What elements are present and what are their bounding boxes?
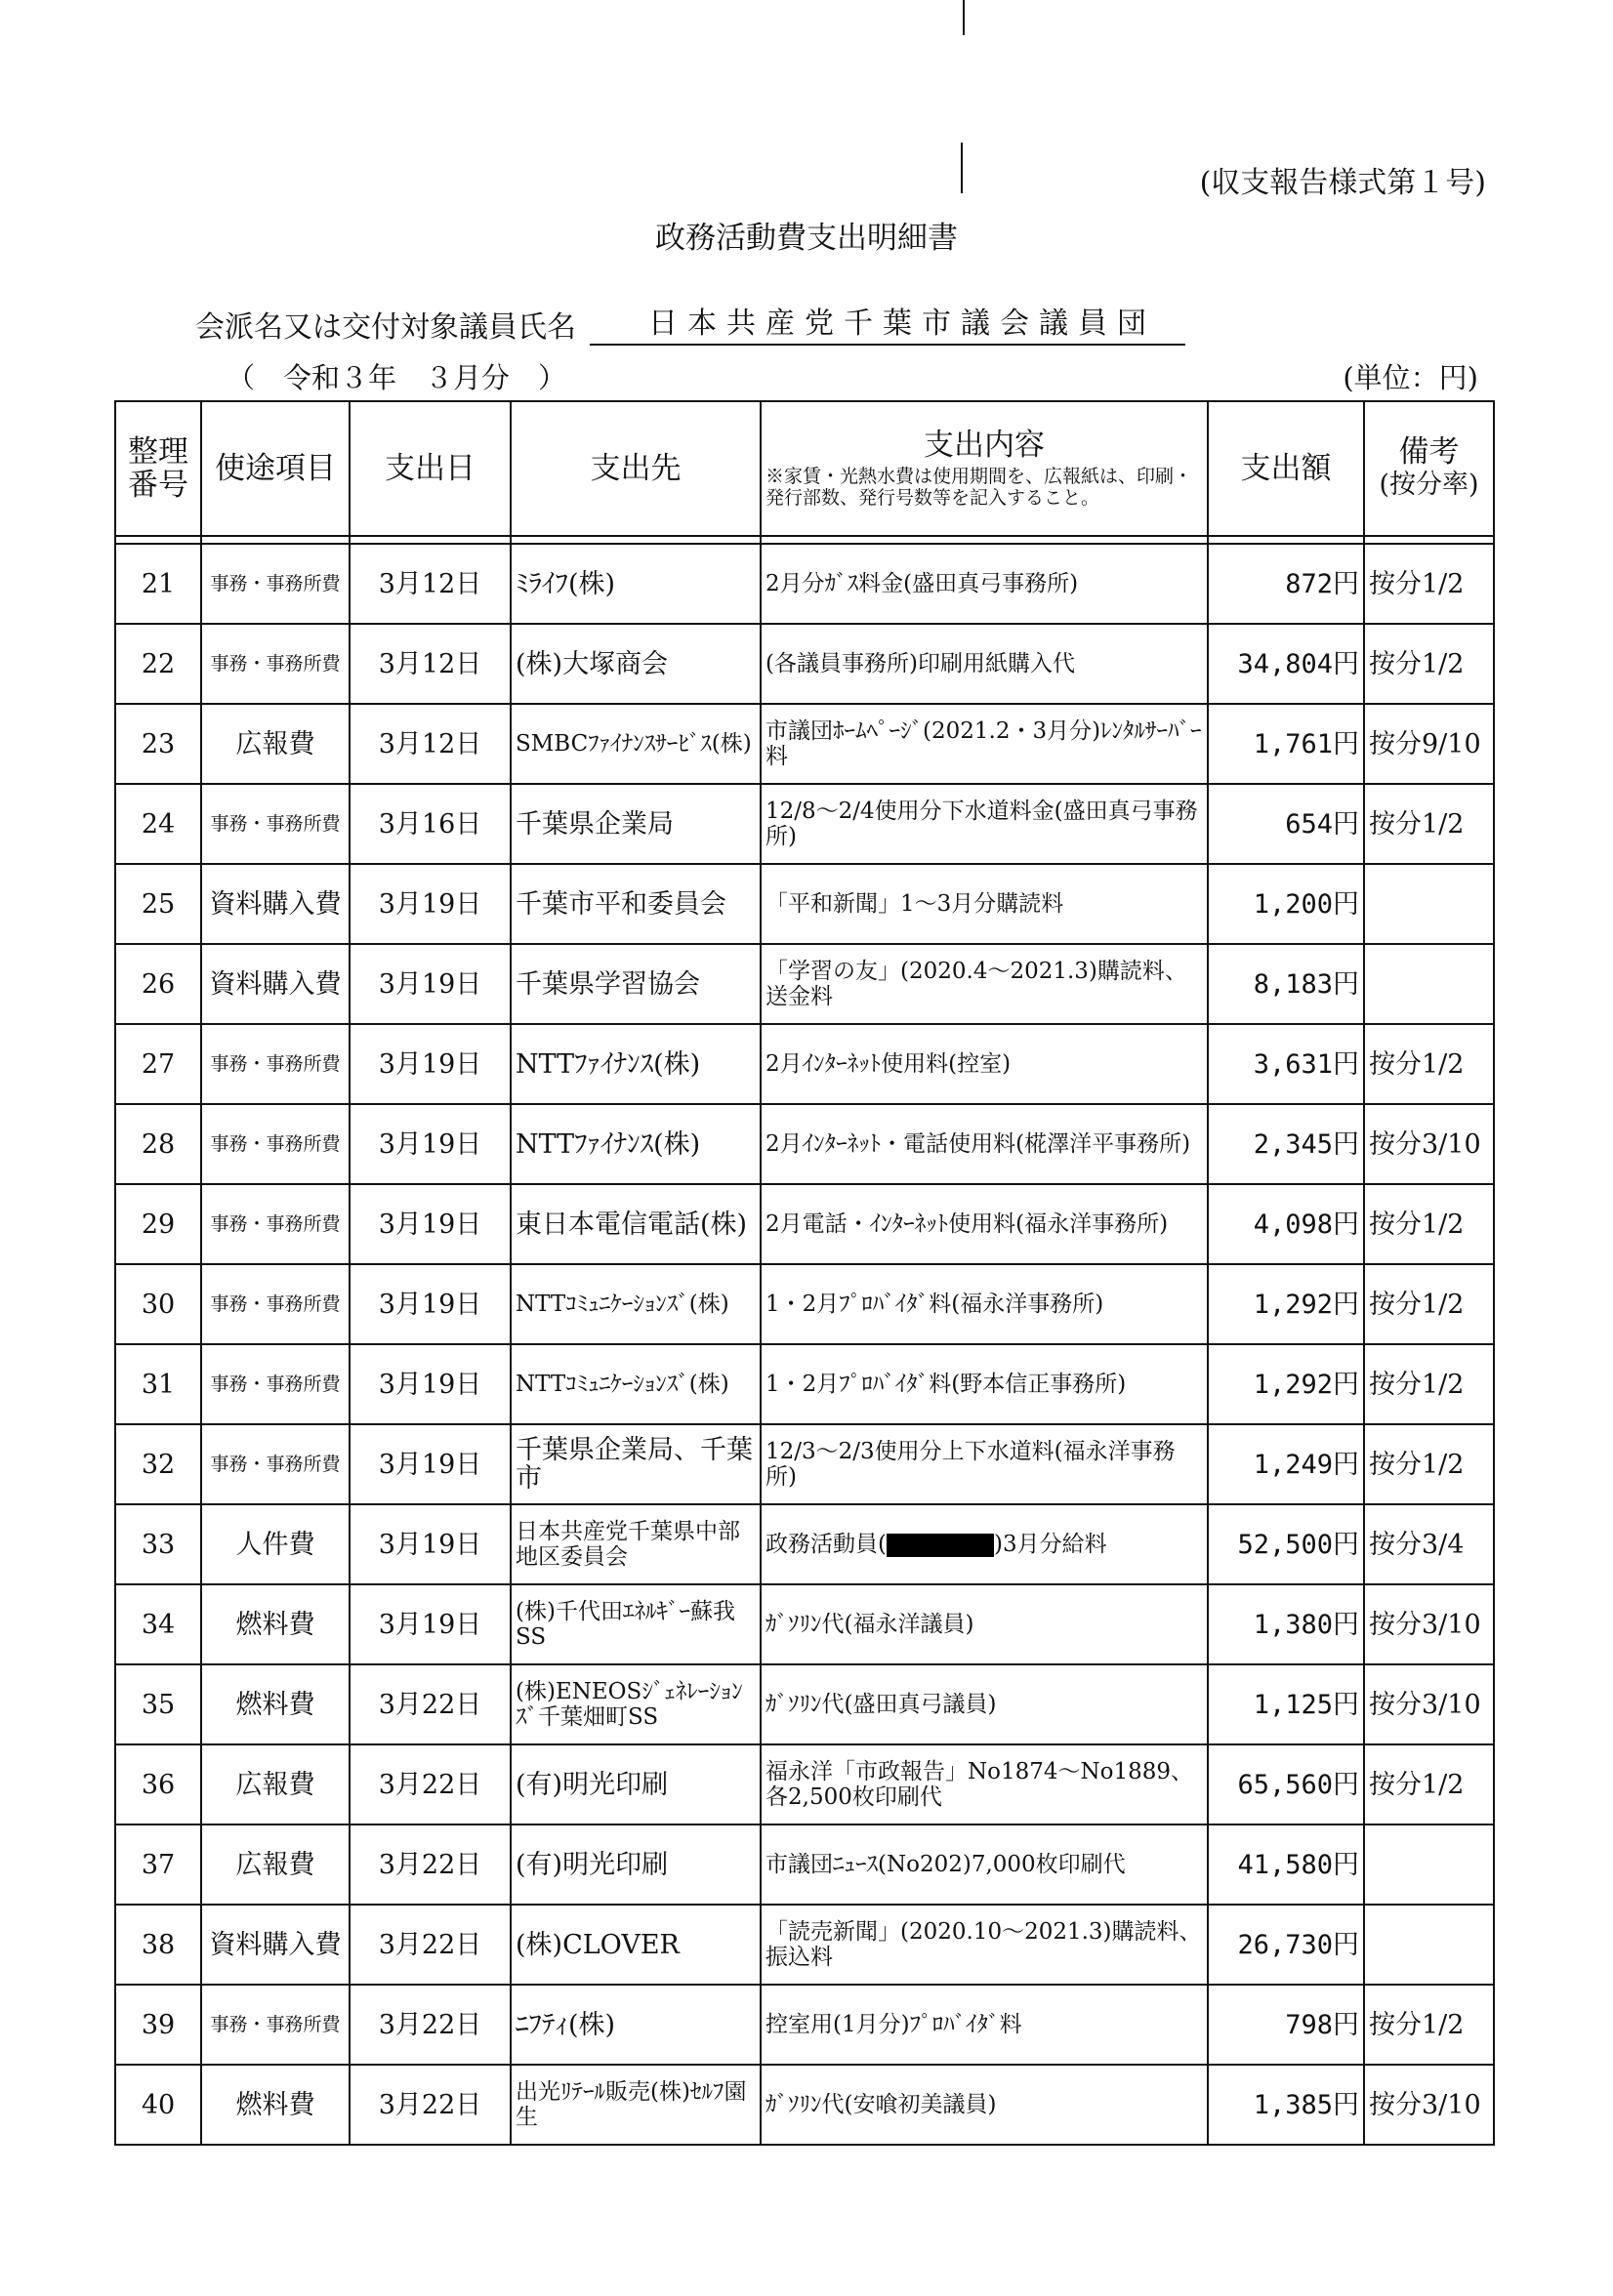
row-remarks: 按分1/2	[1364, 624, 1494, 704]
row-no: 28	[115, 1104, 201, 1184]
row-content: 市議団ﾎｰﾑﾍﾟｰｼﾞ(2021.2・3月分)ﾚﾝﾀﾙｻｰﾊﾞｰ料	[761, 704, 1208, 784]
row-remarks: 按分3/10	[1364, 1664, 1494, 1744]
row-remarks: 按分3/4	[1364, 1504, 1494, 1584]
row-remarks: 按分9/10	[1364, 704, 1494, 784]
row-item: 広報費	[201, 1824, 350, 1905]
row-remarks	[1364, 1824, 1494, 1905]
row-no: 34	[115, 1584, 201, 1664]
table-row	[115, 1664, 1494, 1744]
row-content: 2月分ｶﾞｽ料金(盛田真弓事務所)	[761, 544, 1208, 624]
organization-row	[195, 299, 1185, 346]
row-item: 事務・事務所費	[201, 1985, 350, 2065]
header-amount: 支出額	[1208, 401, 1364, 536]
table-row	[115, 1824, 1494, 1905]
row-no: 37	[115, 1824, 201, 1905]
header-item: 使途項目	[201, 401, 350, 536]
row-content: ｶﾞｿﾘﾝ代(盛田真弓議員)	[761, 1664, 1208, 1744]
row-item: 広報費	[201, 1744, 350, 1824]
row-item: 事務・事務所費	[201, 1424, 350, 1504]
row-no: 36	[115, 1744, 201, 1824]
row-content-prefix: 政務活動員(	[765, 1532, 887, 1557]
row-remarks: 按分1/2	[1364, 1264, 1494, 1344]
row-remarks: 按分1/2	[1364, 1344, 1494, 1424]
row-content: 「平和新聞」1～3月分購読料	[761, 864, 1208, 944]
header-remarks	[1364, 401, 1494, 536]
table-row	[115, 1024, 1494, 1104]
row-amount: 26,730円	[1208, 1905, 1364, 1985]
row-payee: (株)ENEOSｼﾞｪﾈﾚｰｼｮﾝｽﾞ千葉畑町SS	[511, 1664, 761, 1744]
row-payee: (有)明光印刷	[511, 1744, 761, 1824]
organization-label: 会派名又は交付対象議員氏名	[195, 310, 576, 345]
form-number: (収支報告様式第１号)	[1199, 166, 1486, 200]
row-item: 燃料費	[201, 1664, 350, 1744]
row-remarks: 按分1/2	[1364, 1985, 1494, 2065]
row-amount: 8,183円	[1208, 944, 1364, 1024]
row-amount: 65,560円	[1208, 1744, 1364, 1824]
row-amount: 872円	[1208, 544, 1364, 624]
row-item: 事務・事務所費	[201, 1184, 350, 1264]
row-no: 33	[115, 1504, 201, 1584]
row-amount: 798円	[1208, 1985, 1364, 2065]
row-payee: NTTﾌｧｲﾅﾝｽ(株)	[511, 1024, 761, 1104]
row-content: 1・2月ﾌﾟﾛﾊﾞｲﾀﾞ料(福永洋事務所)	[761, 1264, 1208, 1344]
row-payee: 千葉県企業局、千葉市	[511, 1424, 761, 1504]
row-no: 21	[115, 544, 201, 624]
row-no: 38	[115, 1905, 201, 1985]
row-no: 25	[115, 864, 201, 944]
row-item: 事務・事務所費	[201, 1344, 350, 1424]
row-content: 福永洋「市政報告」No1874～No1889、各2,500枚印刷代	[761, 1744, 1208, 1824]
row-content: 2月電話・ｲﾝﾀｰﾈｯﾄ使用料(福永洋事務所)	[761, 1184, 1208, 1264]
row-payee: ﾆﾌﾃｨ(株)	[511, 1985, 761, 2065]
row-item: 人件費	[201, 1504, 350, 1584]
row-no: 26	[115, 944, 201, 1024]
header-spacer	[115, 536, 1494, 544]
row-payee: (株)大塚商会	[511, 624, 761, 704]
row-no: 24	[115, 784, 201, 864]
row-amount: 2,345円	[1208, 1104, 1364, 1184]
table-row	[115, 2065, 1494, 2145]
row-payee: ﾐﾗｲﾌ(株)	[511, 544, 761, 624]
row-no: 32	[115, 1424, 201, 1504]
header-payee: 支出先	[511, 401, 761, 536]
row-remarks: 按分3/10	[1364, 1584, 1494, 1664]
document-title: 政務活動費支出明細書	[655, 221, 958, 256]
table-row	[115, 864, 1494, 944]
row-date: 3月19日	[350, 1584, 511, 1664]
row-payee: (株)千代田ｴﾈﾙｷﾞｰ蘇我SS	[511, 1584, 761, 1664]
table-row	[115, 1744, 1494, 1824]
row-content: 「読売新聞」(2020.10～2021.3)購読料、振込料	[761, 1905, 1208, 1985]
row-remarks	[1364, 1905, 1494, 1985]
expense-table	[114, 400, 1495, 2146]
row-remarks: 按分1/2	[1364, 1744, 1494, 1824]
row-no: 30	[115, 1264, 201, 1344]
row-amount: 52,500円	[1208, 1504, 1364, 1584]
table-row	[115, 1905, 1494, 1985]
row-amount: 1,125円	[1208, 1664, 1364, 1744]
row-remarks: 按分1/2	[1364, 1424, 1494, 1504]
row-payee: NTTｺﾐｭﾆｹｰｼｮﾝｽﾞ(株)	[511, 1344, 761, 1424]
row-date: 3月19日	[350, 944, 511, 1024]
row-payee: 千葉県学習協会	[511, 944, 761, 1024]
row-amount: 34,804円	[1208, 624, 1364, 704]
row-remarks	[1364, 944, 1494, 1024]
row-no: 39	[115, 1985, 201, 2065]
row-payee: 日本共産党千葉県中部地区委員会	[511, 1504, 761, 1584]
table-row	[115, 1504, 1494, 1584]
row-item: 燃料費	[201, 1584, 350, 1664]
row-content: 2月ｲﾝﾀｰﾈｯﾄ・電話使用料(椛澤洋平事務所)	[761, 1104, 1208, 1184]
row-content: 控室用(1月分)ﾌﾟﾛﾊﾞｲﾀﾞ料	[761, 1985, 1208, 2065]
row-payee: 出光ﾘﾃｰﾙ販売(株)ｾﾙﾌ園生	[511, 2065, 761, 2145]
row-item: 広報費	[201, 704, 350, 784]
row-date: 3月19日	[350, 1264, 511, 1344]
row-content: (各議員事務所)印刷用紙購入代	[761, 624, 1208, 704]
table-row	[115, 784, 1494, 864]
row-date: 3月22日	[350, 1985, 511, 2065]
row-payee: NTTﾌｧｲﾅﾝｽ(株)	[511, 1104, 761, 1184]
row-item: 燃料費	[201, 2065, 350, 2145]
header-content-title: 支出内容	[924, 428, 1045, 463]
row-item: 資料購入費	[201, 944, 350, 1024]
row-amount: 1,380円	[1208, 1584, 1364, 1664]
row-amount: 41,580円	[1208, 1824, 1364, 1905]
row-no: 40	[115, 2065, 201, 2145]
row-amount: 1,249円	[1208, 1424, 1364, 1504]
row-item: 事務・事務所費	[201, 784, 350, 864]
row-remarks: 按分1/2	[1364, 544, 1494, 624]
row-content: 市議団ﾆｭｰｽ(No202)7,000枚印刷代	[761, 1824, 1208, 1905]
header-content-note: ※家賃・光熱水費は使用期間を、広報紙は、印刷・発行部数、発行号数等を記入すること。	[765, 466, 1193, 509]
row-remarks: 按分3/10	[1364, 1104, 1494, 1184]
row-date: 3月12日	[350, 624, 511, 704]
row-date: 3月19日	[350, 1504, 511, 1584]
row-content: 1・2月ﾌﾟﾛﾊﾞｲﾀﾞ料(野本信正事務所)	[761, 1344, 1208, 1424]
row-no: 29	[115, 1184, 201, 1264]
row-remarks: 按分1/2	[1364, 1024, 1494, 1104]
table-row	[115, 1264, 1494, 1344]
row-remarks: 按分3/10	[1364, 2065, 1494, 2145]
row-date: 3月19日	[350, 1424, 511, 1504]
table-row	[115, 1184, 1494, 1264]
header-remarks-title: 備考	[1398, 434, 1460, 470]
row-no: 31	[115, 1344, 201, 1424]
organization-name: 日本共産党千葉市議会議員団	[590, 299, 1185, 346]
table-row	[115, 1104, 1494, 1184]
row-no: 27	[115, 1024, 201, 1104]
row-date: 3月19日	[350, 1104, 511, 1184]
header-remarks-sub: (按分率)	[1379, 470, 1479, 500]
table-row	[115, 704, 1494, 784]
row-item: 資料購入費	[201, 864, 350, 944]
row-amount: 654円	[1208, 784, 1364, 864]
row-content: 12/3～2/3使用分上下水道料(福永洋事務所)	[761, 1424, 1208, 1504]
table-row	[115, 1985, 1494, 2065]
row-content: 12/8～2/4使用分下水道料金(盛田真弓事務所)	[761, 784, 1208, 864]
row-content: 「学習の友」(2020.4～2021.3)購読料、送金料	[761, 944, 1208, 1024]
row-content: 2月ｲﾝﾀｰﾈｯﾄ使用料(控室)	[761, 1024, 1208, 1104]
row-payee: (有)明光印刷	[511, 1824, 761, 1905]
header-date: 支出日	[350, 401, 511, 536]
row-item: 資料購入費	[201, 1905, 350, 1985]
row-date: 3月16日	[350, 784, 511, 864]
row-payee: NTTｺﾐｭﾆｹｰｼｮﾝｽﾞ(株)	[511, 1264, 761, 1344]
row-payee: (株)CLOVER	[511, 1905, 761, 1985]
row-payee: SMBCﾌｧｲﾅﾝｽｻｰﾋﾞｽ(株)	[511, 704, 761, 784]
header-row	[115, 401, 1494, 536]
row-date: 3月22日	[350, 2065, 511, 2145]
currency-unit: (単位：円)	[1343, 361, 1478, 394]
row-payee: 千葉県企業局	[511, 784, 761, 864]
row-item: 事務・事務所費	[201, 544, 350, 624]
row-amount: 1,292円	[1208, 1264, 1364, 1344]
row-amount: 1,385円	[1208, 2065, 1364, 2145]
scan-line-mark	[963, 0, 965, 35]
row-date: 3月12日	[350, 544, 511, 624]
row-item: 事務・事務所費	[201, 624, 350, 704]
row-remarks: 按分1/2	[1364, 1184, 1494, 1264]
redaction-block	[887, 1534, 994, 1557]
reporting-period: （ 令和３年 ３月分 ）	[227, 361, 567, 394]
table-row	[115, 544, 1494, 624]
row-date: 3月19日	[350, 1184, 511, 1264]
table-row	[115, 1424, 1494, 1504]
table-row	[115, 944, 1494, 1024]
row-date: 3月22日	[350, 1744, 511, 1824]
row-amount: 3,631円	[1208, 1024, 1364, 1104]
scan-line-mark	[961, 143, 963, 193]
row-item: 事務・事務所費	[201, 1024, 350, 1104]
row-no: 35	[115, 1664, 201, 1744]
row-remarks: 按分1/2	[1364, 784, 1494, 864]
table-row	[115, 1584, 1494, 1664]
row-no: 23	[115, 704, 201, 784]
header-content	[761, 401, 1208, 536]
row-content-suffix: )3月分給料	[993, 1532, 1107, 1557]
row-amount: 4,098円	[1208, 1184, 1364, 1264]
row-date: 3月19日	[350, 1344, 511, 1424]
row-date: 3月12日	[350, 704, 511, 784]
row-date: 3月22日	[350, 1664, 511, 1744]
row-amount: 1,200円	[1208, 864, 1364, 944]
table-row	[115, 624, 1494, 704]
row-date: 3月22日	[350, 1905, 511, 1985]
row-content: ｶﾞｿﾘﾝ代(福永洋議員)	[761, 1584, 1208, 1664]
row-remarks	[1364, 864, 1494, 944]
row-content	[761, 1504, 1208, 1584]
row-payee: 東日本電信電話(株)	[511, 1184, 761, 1264]
header-no: 整理番号	[115, 401, 201, 536]
row-no: 22	[115, 624, 201, 704]
table-row	[115, 1344, 1494, 1424]
row-date: 3月22日	[350, 1824, 511, 1905]
row-amount: 1,292円	[1208, 1344, 1364, 1424]
row-amount: 1,761円	[1208, 704, 1364, 784]
row-item: 事務・事務所費	[201, 1104, 350, 1184]
row-item: 事務・事務所費	[201, 1264, 350, 1344]
row-content: ｶﾞｿﾘﾝ代(安喰初美議員)	[761, 2065, 1208, 2145]
row-date: 3月19日	[350, 864, 511, 944]
row-payee: 千葉市平和委員会	[511, 864, 761, 944]
row-date: 3月19日	[350, 1024, 511, 1104]
